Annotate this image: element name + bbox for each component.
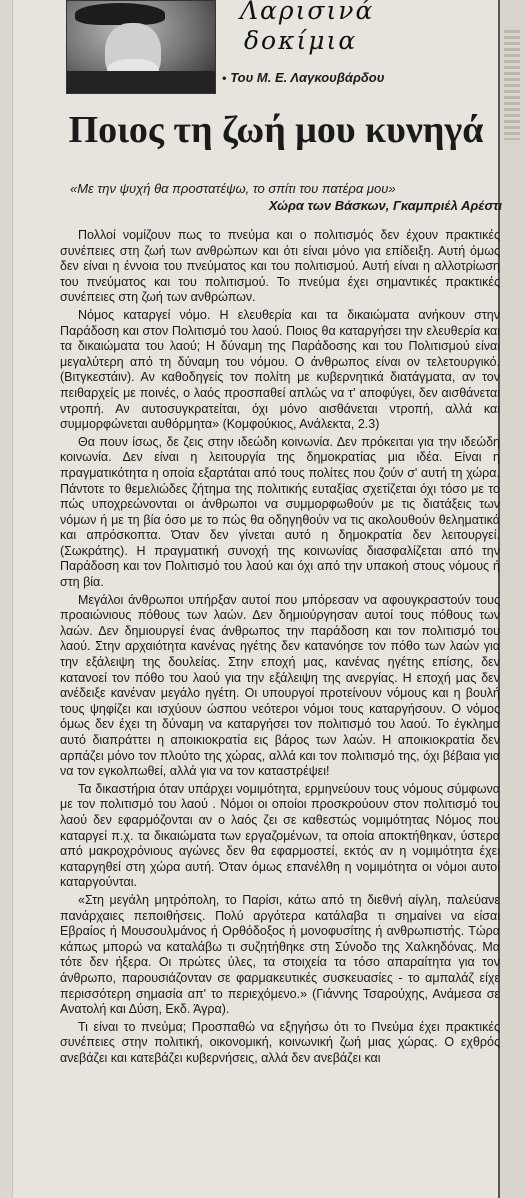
bullet-icon: • <box>222 71 227 85</box>
epigraph-quote: «Με την ψυχή θα προστατέψω, το σπίτι του πατέρα μου» <box>70 181 396 196</box>
paragraph: Πολλοί νομίζουν πως το πνεύμα και ο πολιτισμός δεν έχουν πρακτικές συνέπειες στη ζωή των ανθρώπων και ότι είναι μόνο για επίδειξη. Αυτή όμως δεν είναι η έννοια του πνεύματος και του πολιτισμού. Αυτή είναι η αλλοτρίωση του πνεύματος και του πολιτισμού. Το πνεύμα έχει σημαντικές πρακτικές συνέπειες στη ζωή των ανθρώπων. <box>60 228 500 305</box>
epigraph-source: Χώρα των Βάσκων, Γκαμπριέλ Αρέστι <box>268 198 502 213</box>
epigraph <box>70 180 502 214</box>
paragraph: Νόμος καταργεί νόμο. Η ελευθερία και τα δικαιώματα ανήκουν στην Παράδοση και στον Πολιτισμό του λαού. Ποιος θα καταργήσει την ελευθερία και τα δικαιώματα του λαού; Η δύναμη της Παράδοσης και του Πολιτισμού είναι μεγαλύτερη από τη δύναμη του νόμου. Ο άνθρωπος είναι ον τελετουργικό.(Βιτγκεστάιν). Αν καθοδηγείς τον πολίτη με κυβερνητικά διατάγματα, αν τον πειθαρχείς με ποινές, ο λαός προσπαθεί απλώς να τ' αποφύγει, δεν αισθάνεται ντροπή. Αν αυτοσυγκρατείται, όχι μόνο αισθάνεται ντροπή, αλλά και συμμορφώνεται αυθόρμητα» (Κομφούκιος, Ανάλεκτα, 2.3) <box>60 307 500 432</box>
paragraph: Μεγάλοι άνθρωποι υπήρξαν αυτοί που μπόρεσαν να αφουγκραστούν τους προαιώνιους πόθους των λαών. Δεν δημιούργησαν αυτοί τους πόθους των λαών. Δεν δημιουργεί ένας άνθρωπος την παράδοση και τον πολιτισμό του λαού. Στην αρχαιότητα κανένας ηγέτης δεν κατανόησε τον πόθο των λαών για την εξάλειψη της δουλείας. Στην εποχή μας, κανένας ηγέτης επίσης, δεν κατανοεί τον πόθο του λαού για την εξάλειψη της ανεργίας. Η εποχή μας δεν ανέδειξε κανέναν μεγάλο ηγέτη. Οι υπουργοί προτείνουν νόμους και η βουλή τους ψηφίζει και ισχύουν ώσπου νεότεροι νόμοι τους καταργήσουν. Ο νόμος όμως δεν έχει τη δύναμη να καταργήσει τον πολιτισμό του λαού. Το έγκλημα αυτό διαπράττει η αποικιοκρατία εις βάρος των λαών. Η αποικιοκρατία δεν αρπάζει μόνο τον πλούτο της χώρας, αλλά και τον πολιτισμό της, όχι βέβαια για να τον εγκολπωθεί, αλλά για να τον καταστρέψει! <box>60 592 500 779</box>
article-headline: Ποιος τη ζωή μου κυνηγά <box>68 109 484 151</box>
left-page-edge <box>0 0 13 1198</box>
article-body <box>60 228 500 1066</box>
paragraph: «Στη μεγάλη μητρόπολη, το Παρίσι, κάτω από τη διεθνή αίγλη, παλεύανε πανάρχαιες πεποιθήσεις. Πολύ αργότερα κατάλαβα τι σημαίνει να είσαι Εβραίος ή Μουσουλμάνος ή Ορθόδοξος ή μονοφυσίτης ή ανθρωπιστής. Τώρα κάπως μπορώ να καταλάβω τι συζητήθηκε στη Σύνοδο της Χαλκηδόνας. Μα τότε δεν ήξερα. Οι πρώτες ύλες, τα στοιχεία τα τόσο απαραίτητα για τον άνθρωπο, παρουσιάζονταν σε φαρμακευτικές συσκευασίες - το αμπαλάζ είχε περισσότερη σημασία απ' το περιεχόμενο.» (Γιάννης Τσαρούχης, Ανάμεσα σε Ανατολή και Δύση, Εκδ. Άγρα). <box>60 892 500 1017</box>
column-title-line2: δοκίμια <box>244 26 358 55</box>
paragraph: Τα δικαστήρια όταν υπάρχει νομιμότητα, ερμηνεύουν τους νόμους σύμφωνα με τον πολιτισμό του λαού . Νόμοι οι οποίοι προσκρούουν στον πολιτισμό του λαού δεν εφαρμόζονται αν ο λαός ζει σε καθεστώς νομιμότητας Νόμος που καταργεί π.χ. τα δικαιώματα των εργαζομένων, τα οποία αποκτήθηκαν, ύστερα από μακροχρόνιους αγώνες δεν θα εφαρμοστεί, εκτός αν η νομιμότητα έχει καταργηθεί στη χώρα αυτή. Όταν όμως επανέλθη η νομιμότητα οι νόμοι αυτοί καταργούνται. <box>60 781 500 890</box>
column-title-line1: Λαρισινά <box>240 0 375 25</box>
paragraph: Τι είναι το πνεύμα; Προσπαθώ να εξηγήσω ότι το Πνεύμα έχει πρακτικές συνέπειες στην πολιτική, οικονομική, κοινωνική ζωή μιας χώρας. Ο εχθρός ανεβάζει και κατεβάζει κυβερνήσεις, αλλά δεν ανεβάζει και <box>60 1019 500 1065</box>
paragraph: Θα πουν ίσως, δε ζεις στην ιδεώδη κοινωνία. Δεν πρόκειται για την ιδεώδη κοινωνία. Δεν είναι η λειτουργία της δημοκρατίας μια ιδέα. Είναι η πραγματικότητα η οποία εξαρτάται από τους πολίτες που ζούν σ' αυτή τη χώρα. Πάντοτε το θεμελιώδες ζήτημα της πολιτικής ευταξίας σχετίζεται όχι τόσο με το πώς υποχρεώνονται οι άνθρωποι να συμμορφωθούν με τις διατάξεις των νόμων ή με τη βία όσο με το πώς θα οδηγηθούν να τις ακολουθούν θεληματικά και απρόσκοπτα. Όταν δεν γίνεται αυτό η δημοκρατία δεν λειτουργεί.(Σωκράτης). Η πραγματική συνοχή της κοινωνίας διασφαλίζεται από την Παράδοση και τον Πολιτισμό του λαού και όχι από την υπακοή στους νόμους ή στη βία. <box>60 434 500 590</box>
byline <box>222 70 384 85</box>
column-title <box>240 0 374 56</box>
author-name: Του Μ. Ε. Λαγκουβάρδου <box>230 70 385 85</box>
right-page-edge <box>498 0 526 1198</box>
author-photo <box>66 0 216 94</box>
